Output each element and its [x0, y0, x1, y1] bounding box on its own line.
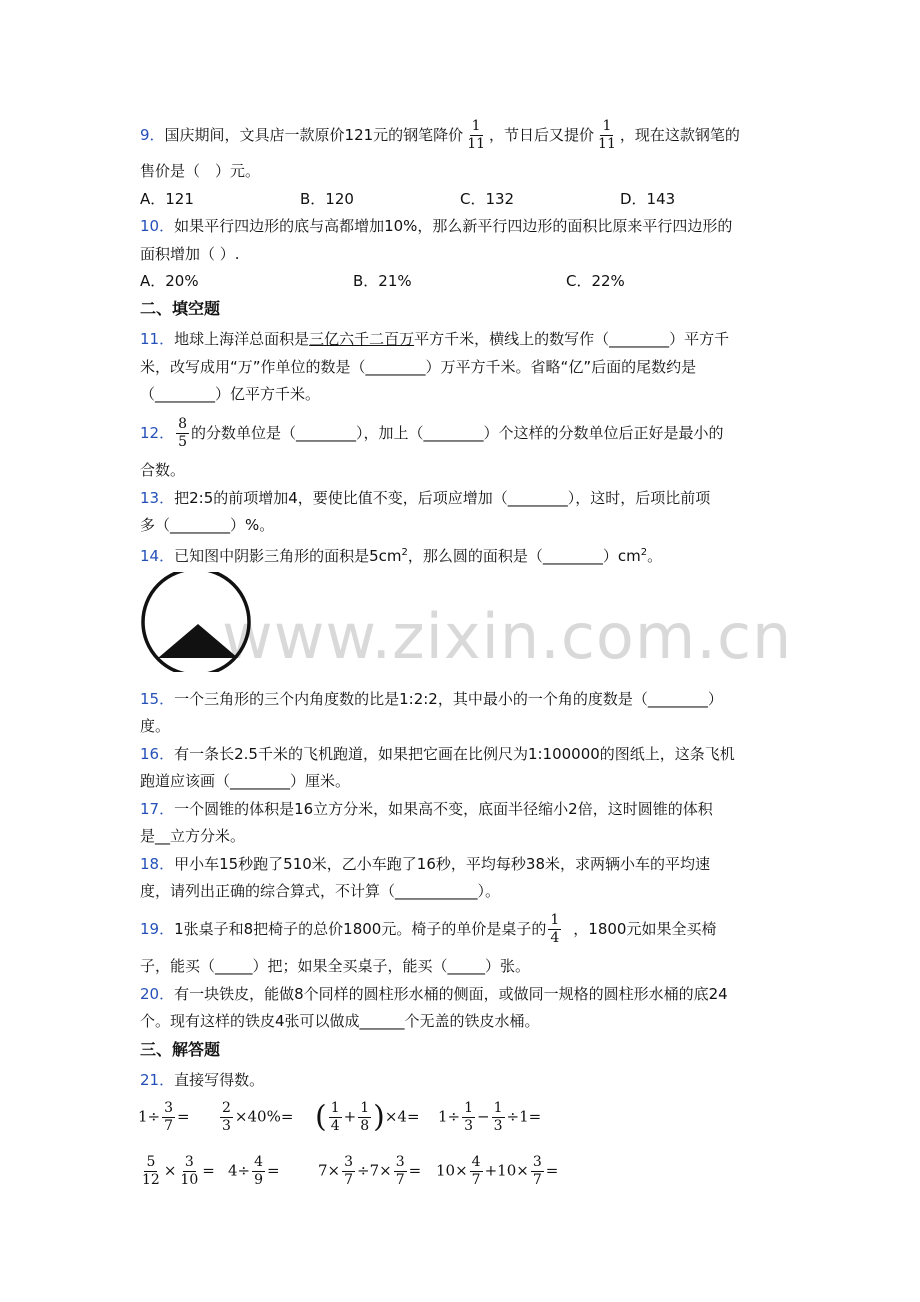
fraction: $\frac{1}{11}$ [598, 118, 616, 152]
question-13-line-2: 多（________）%。 [140, 516, 275, 534]
question-number: 20． [140, 985, 175, 1003]
question-20-line-2: 个。现有这样的铁皮4张可以做成______个无盖的铁皮水桶。 [140, 1012, 540, 1030]
question-10-options [140, 270, 625, 292]
question-17-line-2: 是__立方分米。 [140, 827, 246, 845]
option-b: B．120 [300, 190, 354, 208]
question-number: 17． [140, 800, 175, 818]
section-title-fill-in: 二、填空题 [140, 299, 221, 318]
question-17-line-1: 17．一个圆锥的体积是16立方分米，如果高不变，底面半径缩小2倍，这时圆锥的体积 [140, 800, 713, 818]
question-13-line-1: 13．把2:5的前项增加4，要使比值不变，后项应增加（________），这时，后项比前项 [140, 489, 711, 507]
question-12-line-2: 合数。 [140, 461, 186, 479]
question-number: 18． [140, 855, 175, 873]
underlined-number: 三亿六千二百万 [309, 330, 415, 348]
question-number: 11． [140, 330, 175, 348]
shaded-triangle [158, 624, 238, 658]
question-16-line-1: 16．有一条长2.5千米的飞机跑道，如果把它画在比例尺为1:100000的图纸上，这条飞机 [140, 745, 735, 763]
question-number: 9． [140, 126, 165, 144]
question-number: 13． [140, 489, 175, 507]
question-number: 19． [140, 920, 175, 938]
expression-8: 10× $\frac{4}{7}$ +10× $\frac{3}{7}$ = [436, 1154, 559, 1188]
question-number: 10． [140, 217, 175, 235]
question-21-line-1: 21．直接写得数。 [140, 1071, 265, 1089]
question-18-line-2: 度，请列出正确的综合算式，不计算（___________）。 [140, 882, 501, 900]
expression-2: $\frac{2}{3}$ ×40%= [222, 1100, 294, 1134]
option-a: A．20% [140, 272, 199, 290]
option-d: D．143 [620, 190, 676, 208]
question-11-line-1: 11．地球上海洋总面积是三亿六千二百万平方千米，横线上的数写作（________）平方千 [140, 330, 730, 348]
question-number: 21． [140, 1071, 175, 1089]
option-c: C．132 [460, 190, 515, 208]
question-16-line-2: 跑道应该画（________）厘米。 [140, 772, 351, 790]
question-number: 14． [140, 547, 175, 565]
expression-3: ( $\frac{1}{4}$ + $\frac{1}{8}$ )×4= [315, 1099, 420, 1135]
watermark-text: www.zixin.com.cn [222, 600, 793, 673]
question-number: 12． [140, 424, 175, 442]
question-9-line-1: 9．国庆期间，文具店一款原价121元的钢笔降价 $\frac{1}{11}$ ，节日后又提价 $\frac{1}{11}$ ，现在这款钢笔的 [140, 118, 740, 152]
question-19-line-2: 子，能买（_____）把；如果全买桌子，能买（_____）张。 [140, 957, 531, 975]
question-19-line-1: 19．1张桌子和8把椅子的总价1800元。椅子的单价是桌子的 $\frac{1}{4}$ ，1800元如果全买椅 [140, 912, 717, 946]
question-number: 15． [140, 690, 175, 708]
expression-6: 4÷ $\frac{4}{9}$ = [228, 1154, 280, 1188]
question-10-line-1: 10．如果平行四边形的底与高都增加10%，那么新平行四边形的面积比原来平行四边形的 [140, 217, 733, 235]
question-11-line-3: （________）亿平方千米。 [140, 385, 321, 403]
expression-4: 1÷ $\frac{1}{3}$ − $\frac{1}{3}$ ÷1= [438, 1100, 542, 1134]
fraction: $\frac{1}{4}$ [550, 912, 560, 946]
option-c: C．22% [566, 272, 625, 290]
question-10-line-2: 面积增加（ ）. [140, 245, 240, 263]
question-9-line-2: 售价是（ ）元。 [140, 162, 261, 180]
option-b: B．21% [353, 272, 412, 290]
question-20-line-1: 20．有一块铁皮，能做8个同样的圆柱形水桶的侧面，或做同一规格的圆柱形水桶的底24 [140, 985, 728, 1003]
option-a: A．121 [140, 190, 194, 208]
question-number: 16． [140, 745, 175, 763]
circle-triangle-figure [140, 572, 256, 672]
expression-1: 1÷ $\frac{3}{7}$ = [138, 1100, 190, 1134]
question-11-line-2: 米，改写成用“万”作单位的数是（________）万平方千米。省略“亿”后面的尾数约是 [140, 358, 697, 376]
fraction: $\frac{8}{5}$ [178, 416, 188, 450]
question-12-line-1: 12． $\frac{8}{5}$ 的分数单位是（________），加上（________）个这样的分数单位后正好是最小的 [140, 416, 724, 450]
fraction: $\frac{1}{11}$ [467, 118, 486, 152]
expression-7: 7× $\frac{3}{7}$ ÷7× $\frac{3}{7}$ = [318, 1154, 422, 1188]
question-9-options [140, 188, 675, 210]
section-title-answers: 三、解答题 [140, 1040, 221, 1059]
question-15-line-1: 15．一个三角形的三个内角度数的比是1:2:2，其中最小的一个角的度数是（________） [140, 690, 723, 708]
expression-5: $\frac{5}{12}$ × $\frac{3}{10}$ = [142, 1154, 215, 1188]
question-15-line-2: 度。 [140, 717, 171, 735]
question-14-line-1: 14．已知图中阴影三角形的面积是$5cm^2$，那么圆的面积是$(\_\_\_\_\_\_\_\_)cm^2$。 [140, 547, 663, 565]
question-18-line-1: 18．甲小车15秒跑了510米，乙小车跑了16秒，平均每秒38米，求两辆小车的平均速 [140, 855, 710, 873]
